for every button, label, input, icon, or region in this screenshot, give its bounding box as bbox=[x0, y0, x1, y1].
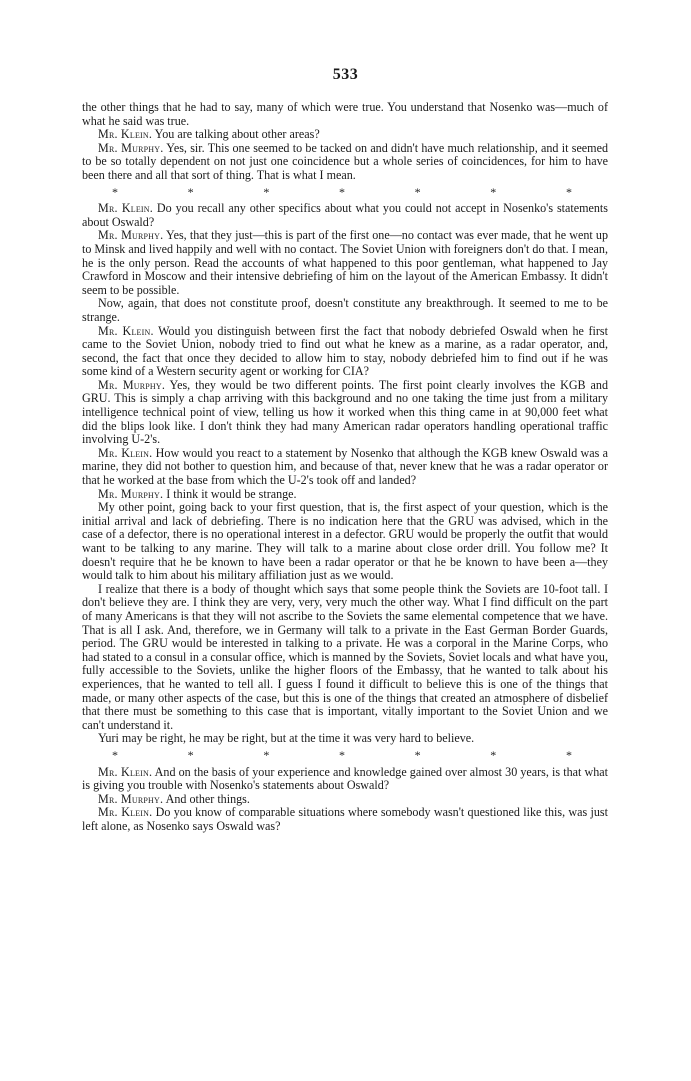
paragraph-text: Now, again, that does not constitute proof, doesn't constitute any breakthrough. It seemed to me to be strange. bbox=[82, 296, 608, 324]
speaker-label: Mr. Klein. bbox=[98, 445, 153, 460]
transcript-paragraph bbox=[82, 101, 608, 128]
paragraph-text: I think it would be strange. bbox=[163, 486, 297, 501]
transcript-paragraph bbox=[82, 488, 608, 502]
paragraph-text: My other point, going back to your first question, that is, the first aspect of your question, which is the initial arrival and lack of debriefing. There is no indication here that the GRU was advised, which in the case of a defector, there is no operational interest in a defector. GRU would be properly the outfit that would want to be talking to any marine. They will talk to a marine about close order drill. You follow me? It doesn't require that he be known to have been a radar operator or that he be known to have been a—they would talk to him about his military affiliation just as we would. bbox=[82, 500, 608, 583]
asterisk: * bbox=[187, 184, 194, 199]
paragraph-text: Yes, sir. This one seemed to be tacked on and didn't have much relationship, and it seemed to be so totally dependent on not just one coincidence but a whole series of coincidences, for him to have been there and all that sort of thing. That is what I mean. bbox=[82, 140, 608, 182]
transcript-paragraph bbox=[82, 583, 608, 733]
asterisk: * bbox=[565, 747, 572, 762]
transcript-paragraph bbox=[82, 732, 608, 746]
transcript-paragraph bbox=[82, 501, 608, 583]
section-break-asterisks bbox=[82, 749, 608, 763]
asterisk: * bbox=[263, 747, 270, 762]
asterisk: * bbox=[490, 184, 497, 199]
paragraph-text: And other things. bbox=[163, 791, 250, 806]
asterisk: * bbox=[338, 747, 345, 762]
asterisk: * bbox=[112, 747, 118, 762]
transcript-paragraph bbox=[82, 766, 608, 793]
transcript-paragraph bbox=[82, 297, 608, 324]
asterisk: * bbox=[414, 747, 421, 762]
transcript-paragraph bbox=[82, 128, 608, 142]
section-break-asterisks bbox=[82, 186, 608, 200]
speaker-label: Mr. Klein. bbox=[98, 764, 153, 779]
speaker-label: Mr. Murphy. bbox=[98, 791, 164, 806]
speaker-label: Mr. Murphy. bbox=[98, 140, 164, 155]
speaker-label: Mr. Klein. bbox=[98, 127, 153, 142]
paragraph-text: Yes, they would be two different points. The first point clearly involves the KGB and GRU. This is simply a chap arriving with this background and no one taking the time just from a military intelligence technical point of view, telling us how it worked when this thing came in at 90,000 feet what did the blips look like. I don't think they had many American radar operators handling operational traffic involving U-2's. bbox=[82, 377, 608, 447]
paragraph-text: I realize that there is a body of thought which says that some people think the Soviets are 10-foot tall. I don't believe they are. I think they are very, very, very much the other way. What I find difficult on the part of many Americans is that they will not ascribe to the Soviets the same elemental competence that we have. That is all I ask. And, therefore, we in Germany will talk to a private in the East German Border Guards, period. The GRU would be interested in talking to a private. He was a corporal in the Marine Corps, who had stated to a consul in a consular office, which is manned by the Soviets, Soviet locals and what have you, fully accessible to the Soviets, unlike the higher floors of the Embassy, that he wanted to talk about his experiences, that he wanted to tell all. I guess I found it difficult to believe this is one of the things that made, or many other aspects of the case, but this is one of the things that created an atmosphere of disbelief that there must be something to this case that is important, vitally important to the Soviet Union and we can't understand it. bbox=[82, 581, 608, 732]
speaker-label: Mr. Klein. bbox=[98, 201, 153, 216]
transcript-paragraph bbox=[82, 202, 608, 229]
transcript-paragraph bbox=[82, 379, 608, 447]
paragraph-text: How would you react to a statement by Nosenko that although the KGB knew Oswald was a marine, they did not bother to question him, and because of that, never knew that he was a radar operator or that he worked at the base from which the U-2's took off and landed? bbox=[82, 445, 609, 488]
asterisk: * bbox=[112, 184, 118, 199]
speaker-label: Mr. Klein. bbox=[98, 805, 153, 820]
paragraph-text: Do you recall any other specifics about what you could not accept in Nosenko's statements about Oswald? bbox=[82, 201, 608, 229]
speaker-label: Mr. Klein. bbox=[98, 323, 154, 338]
speaker-label: Mr. Murphy. bbox=[98, 486, 164, 501]
transcript-body bbox=[82, 101, 608, 833]
transcript-paragraph bbox=[82, 806, 608, 833]
transcript-paragraph bbox=[82, 229, 608, 297]
transcript-paragraph bbox=[82, 793, 608, 807]
page-number: 533 bbox=[332, 66, 359, 83]
paragraph-text: Yuri may be right, he may be right, but at the time it was very hard to believe. bbox=[98, 731, 475, 746]
speaker-label: Mr. Murphy. bbox=[98, 377, 166, 392]
asterisk: * bbox=[490, 747, 497, 762]
paragraph-text: You are talking about other areas? bbox=[152, 127, 320, 142]
asterisk: * bbox=[338, 184, 345, 199]
paragraph-text: And on the basis of your experience and knowledge gained over almost 30 years, is that what is giving you trouble with Nosenko's statements about Oswald? bbox=[82, 764, 608, 793]
paragraph-text: Would you distinguish between first the fact that nobody debriefed Oswald when he first came to the Soviet Union, nobody tried to find out what he knew as a marine, as a radar operator, and, second, the fact that once they decided to allow him to stay, nobody debriefed him to find out if he was some kind of a Western security agent or working for CIA? bbox=[82, 323, 608, 379]
paragraph-text: Yes, that they just—this is part of the first one—no contact was ever made, that he went up to Minsk and lived happily and well with no contact. The Soviet Union with foreigners don't do that. I mean, he is the only person. Read the accounts of what happened to this poor gentleman, what happened to Jay Crawford in Moscow and their intensive debriefing of him on the layout of the American Embassy. It didn't seem to be possible. bbox=[82, 228, 608, 297]
asterisk: * bbox=[414, 184, 421, 199]
speaker-label: Mr. Murphy. bbox=[98, 228, 164, 243]
transcript-paragraph bbox=[82, 325, 608, 379]
asterisk: * bbox=[565, 184, 572, 199]
asterisk: * bbox=[187, 747, 194, 762]
paragraph-text: the other things that he had to say, many of which were true. You understand that Nosenko was—much of what he said was true. bbox=[82, 100, 608, 128]
asterisk: * bbox=[263, 184, 270, 199]
transcript-paragraph bbox=[82, 142, 608, 183]
paragraph-text: Do you know of comparable situations where somebody wasn't questioned like this, was just left alone, as Nosenko says Oswald was? bbox=[82, 805, 608, 833]
transcript-paragraph bbox=[82, 447, 608, 488]
